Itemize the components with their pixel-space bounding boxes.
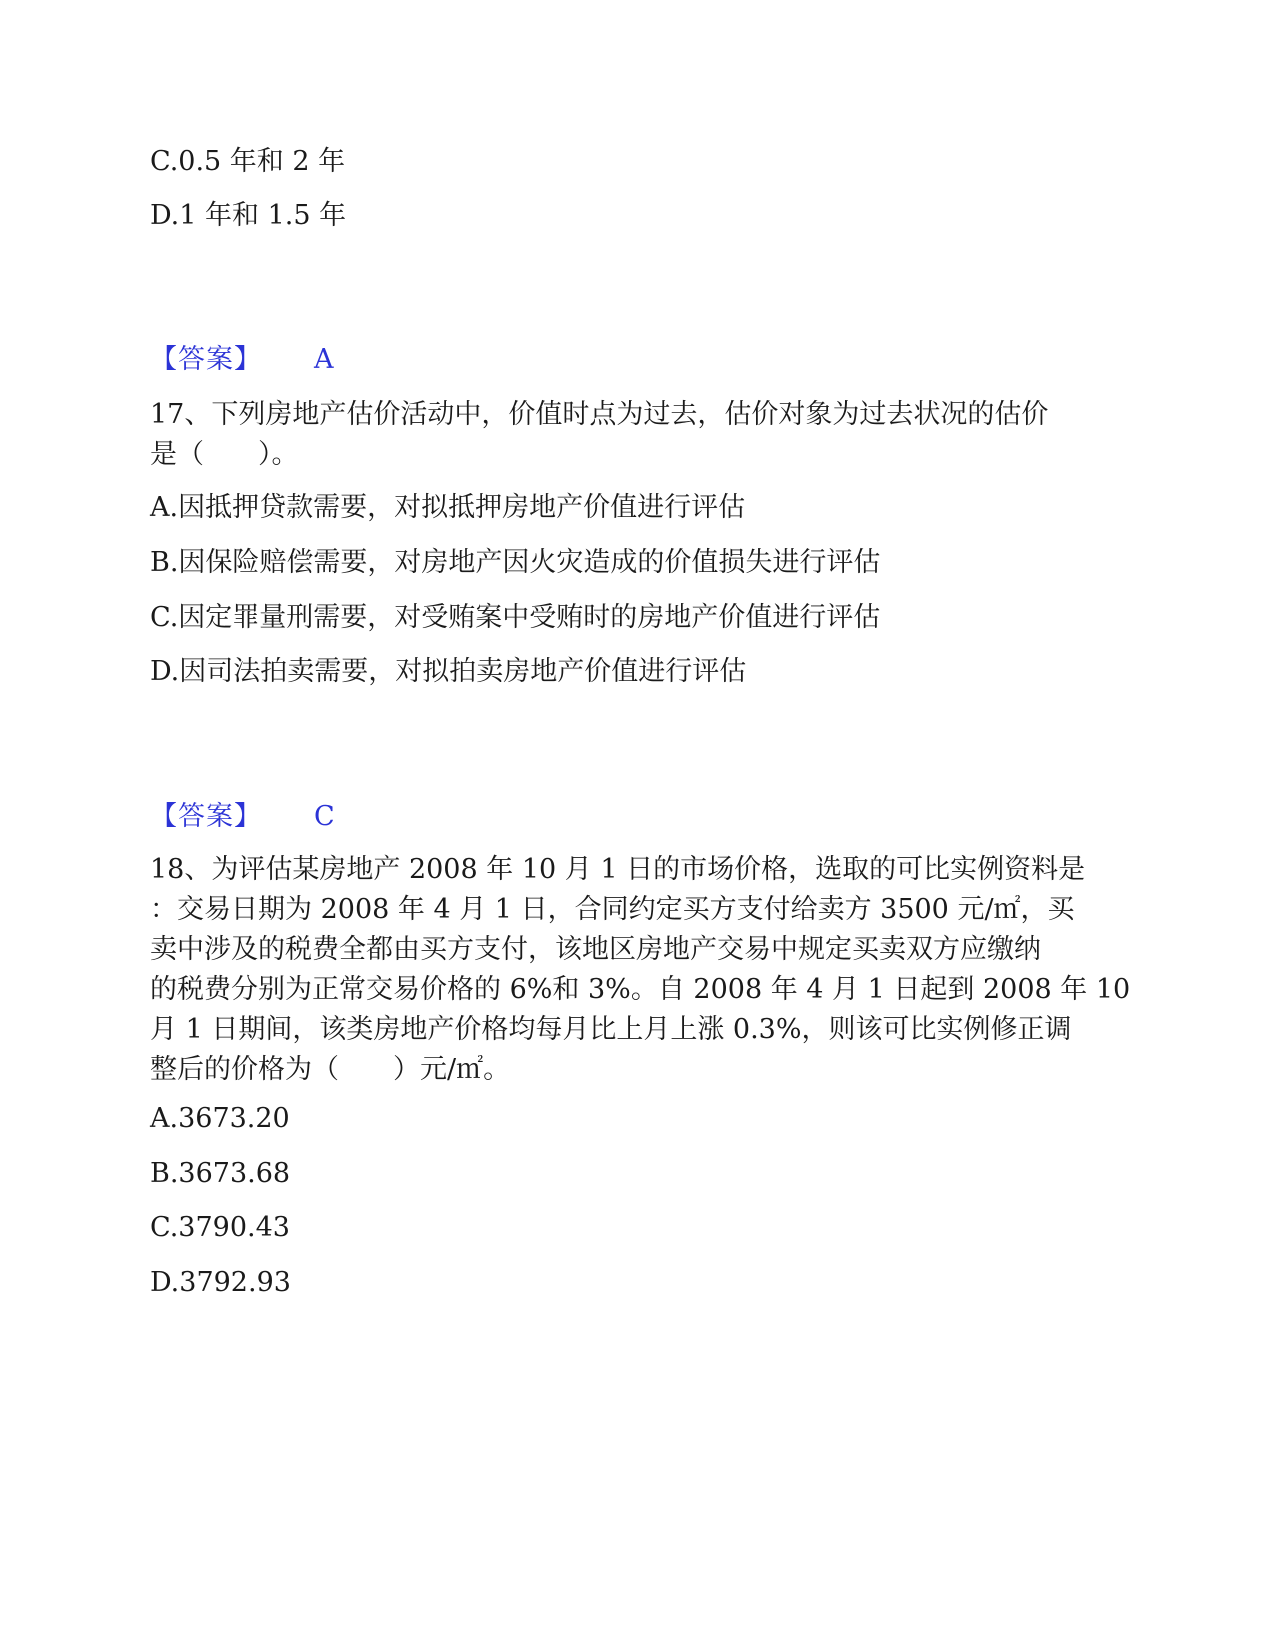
q18-stem-line: 18、为评估某房地产 2008 年 10 月 1 日的市场价格，选取的可比实例资料是 xyxy=(150,854,1086,885)
answer-value: A xyxy=(314,344,334,375)
q17-stem xyxy=(150,395,1130,475)
q18-stem-line: 的税费分别为正常交易价格的 6%和 3%。自 2008 年 4 月 1 日起到 2008 年 10 xyxy=(150,974,1131,1005)
q16-option-d: D.1 年和 1.5 年 xyxy=(150,200,347,231)
q17-answer xyxy=(150,797,335,837)
q17-option-c: C.因定罪量刑需要，对受贿案中受贿时的房地产价值进行评估 xyxy=(150,602,881,633)
q18-option-c: C.3790.43 xyxy=(150,1212,290,1243)
q18-stem xyxy=(150,850,1130,1090)
q18-option-b: B.3673.68 xyxy=(150,1158,291,1189)
q16-option-c: C.0.5 年和 2 年 xyxy=(150,146,346,177)
answer-label: 【答案】 xyxy=(150,344,262,375)
q17-option-a: A.因抵押贷款需要，对拟抵押房地产价值进行评估 xyxy=(150,492,746,523)
q18-stem-line: 卖中涉及的税费全都由买方支付，该地区房地产交易中规定买卖双方应缴纳 xyxy=(150,934,1041,965)
q17-stem-line: 是（ ）。 xyxy=(150,439,299,470)
answer-value: C xyxy=(314,801,335,832)
q17-option-b: B.因保险赔偿需要，对房地产因火灾造成的价值损失进行评估 xyxy=(150,547,881,578)
q16-answer xyxy=(150,340,334,380)
q17-stem-line: 17、下列房地产估价活动中，价值时点为过去，估价对象为过去状况的估价 xyxy=(150,399,1049,430)
q18-stem-line: ：交易日期为 2008 年 4 月 1 日，合同约定买方支付给卖方 3500 元/㎡，买 xyxy=(150,894,1075,925)
answer-label: 【答案】 xyxy=(150,801,262,832)
q18-stem-line: 月 1 日期间，该类房地产价格均每月比上月上涨 0.3%，则该可比实例修正调 xyxy=(150,1014,1072,1045)
q18-option-d: D.3792.93 xyxy=(150,1267,291,1298)
q18-stem-line: 整后的价格为（ ）元/㎡。 xyxy=(150,1054,511,1085)
q17-option-d: D.因司法拍卖需要，对拟拍卖房地产价值进行评估 xyxy=(150,656,747,687)
q18-option-a: A.3673.20 xyxy=(150,1103,290,1134)
